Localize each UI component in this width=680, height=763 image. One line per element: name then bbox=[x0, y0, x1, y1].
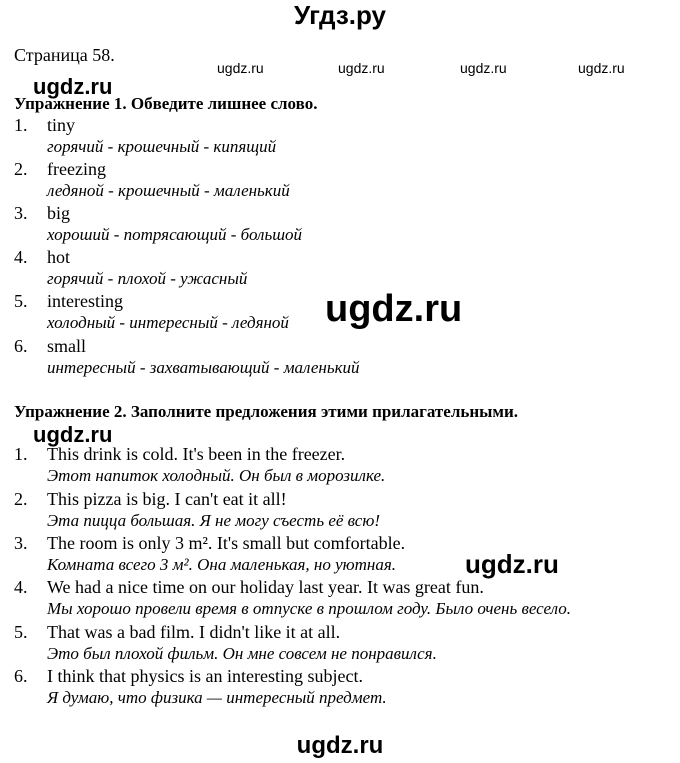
exercise2-item-translation: Эта пицца большая. Я не могу съесть её всю! bbox=[47, 511, 381, 530]
exercise1-item-num: 4. bbox=[14, 247, 28, 267]
watermark: ugdz.ru bbox=[217, 60, 264, 76]
exercise2-heading: Упражнение 2. Заполните предложения этими прилагательными. bbox=[14, 402, 519, 421]
exercise1-item-num: 5. bbox=[14, 291, 28, 311]
exercise1-item-translation: горячий - крошечный - кипящий bbox=[47, 137, 277, 156]
exercise1-item-word: freezing bbox=[47, 159, 106, 179]
exercise1-item-num: 1. bbox=[14, 115, 28, 135]
exercise2-item-sentence: The room is only 3 m². It's small but comfortable. bbox=[47, 533, 406, 553]
exercise2-item-translation: Мы хорошо провели время в отпуске в прошлом году. Было очень весело. bbox=[47, 599, 571, 618]
exercise2-item-sentence: That was a bad film. I didn't like it at all. bbox=[47, 622, 341, 642]
exercise1-heading: Упражнение 1. Обведите лишнее слово. bbox=[14, 94, 318, 113]
exercise2-item-num: 6. bbox=[14, 666, 28, 686]
exercise2-item-translation: Это был плохой фильм. Он мне совсем не понравился. bbox=[47, 644, 437, 663]
exercise2-item-sentence: I think that physics is an interesting subject. bbox=[47, 666, 363, 686]
exercise2-item-translation: Этот напиток холодный. Он был в морозилке. bbox=[47, 466, 386, 485]
exercise2-item-translation: Я думаю, что физика — интересный предмет. bbox=[47, 688, 387, 707]
exercise2-item-num: 5. bbox=[14, 622, 28, 642]
exercise1-item-num: 6. bbox=[14, 336, 28, 356]
site-title: Угдз.ру bbox=[294, 0, 386, 30]
watermark: ugdz.ru bbox=[33, 422, 113, 447]
exercise2-item-sentence: We had a nice time on our holiday last year. It was great fun. bbox=[47, 577, 484, 597]
exercise2-item-num: 4. bbox=[14, 577, 28, 597]
exercise1-item-num: 2. bbox=[14, 159, 28, 179]
exercise1-item-word: tiny bbox=[47, 115, 76, 135]
exercise1-item-translation: интересный - захватывающий - маленький bbox=[47, 358, 360, 377]
exercise1-item-word: hot bbox=[47, 247, 71, 267]
exercise2-item-sentence: This pizza is big. I can't eat it all! bbox=[47, 489, 287, 509]
exercise2-item-sentence: This drink is cold. It's been in the freezer. bbox=[47, 444, 346, 464]
exercise1-item-translation: ледяной - крошечный - маленький bbox=[47, 181, 290, 200]
exercise1-item-num: 3. bbox=[14, 203, 28, 223]
watermark: ugdz.ru bbox=[578, 60, 625, 76]
exercise2-item-num: 1. bbox=[14, 444, 28, 464]
watermark: ugdz.ru bbox=[33, 74, 113, 99]
exercise2-item-num: 3. bbox=[14, 533, 28, 553]
exercise1-item-word: small bbox=[47, 336, 86, 356]
watermark: ugdz.ru bbox=[296, 732, 384, 759]
watermark: ugdz.ru bbox=[338, 60, 385, 76]
exercise1-item-translation: холодный - интересный - ледяной bbox=[47, 313, 289, 332]
page-label: Страница 58. bbox=[14, 45, 115, 65]
exercise2-item-translation: Комната всего 3 м². Она маленькая, но уютная. bbox=[47, 555, 396, 574]
exercise1-item-translation: горячий - плохой - ужасный bbox=[47, 269, 248, 288]
watermark: ugdz.ru bbox=[325, 288, 463, 330]
exercise2-item-num: 2. bbox=[14, 489, 28, 509]
exercise1-item-word: interesting bbox=[47, 291, 123, 311]
exercise1-item-translation: хороший - потрясающий - большой bbox=[47, 225, 303, 244]
watermark: ugdz.ru bbox=[465, 549, 559, 579]
watermark: ugdz.ru bbox=[460, 60, 507, 76]
exercise1-item-word: big bbox=[47, 203, 71, 223]
